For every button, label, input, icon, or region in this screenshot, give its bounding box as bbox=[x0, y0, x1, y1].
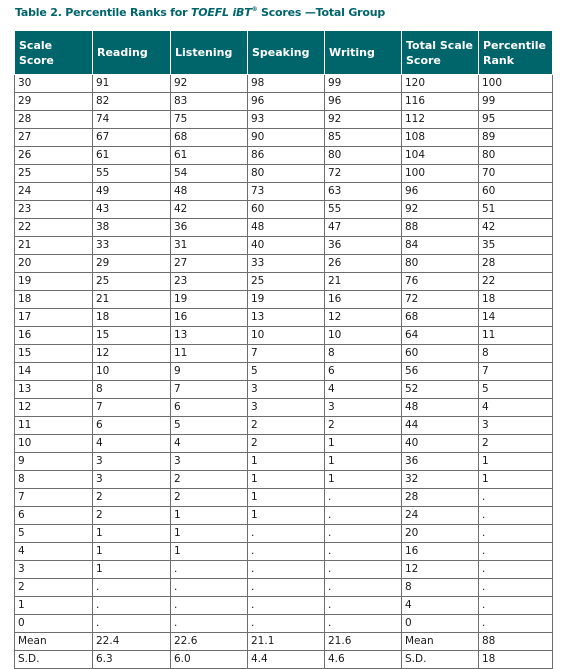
cell-writing: 2 bbox=[325, 417, 402, 435]
cell-scale-score: 1 bbox=[15, 597, 93, 615]
cell-writing: 85 bbox=[325, 129, 402, 147]
cell-percentile-rank: . bbox=[479, 507, 553, 525]
table-row bbox=[15, 453, 553, 471]
cell-writing: 99 bbox=[325, 75, 402, 93]
cell-listening: 92 bbox=[171, 75, 248, 93]
cell-listening: . bbox=[171, 597, 248, 615]
cell-speaking: 98 bbox=[248, 75, 325, 93]
cell-reading: 25 bbox=[93, 273, 171, 291]
cell-scale-score: 28 bbox=[15, 111, 93, 129]
cell-reading: 8 bbox=[93, 381, 171, 399]
cell-reading: 82 bbox=[93, 93, 171, 111]
cell-writing: 1 bbox=[325, 453, 402, 471]
cell-reading: 2 bbox=[93, 489, 171, 507]
cell-percentile-rank: . bbox=[479, 525, 553, 543]
cell-percentile-rank: 22 bbox=[479, 273, 553, 291]
cell-writing: 36 bbox=[325, 237, 402, 255]
cell-writing: 4 bbox=[325, 381, 402, 399]
cell-listening: 36 bbox=[171, 219, 248, 237]
cell-scale-score: 21 bbox=[15, 237, 93, 255]
cell-listening: 2 bbox=[171, 471, 248, 489]
cell-percentile-rank: 35 bbox=[479, 237, 553, 255]
table-row bbox=[15, 579, 553, 597]
cell-speaking: . bbox=[248, 561, 325, 579]
cell-speaking: . bbox=[248, 597, 325, 615]
table-row bbox=[15, 201, 553, 219]
cell-speaking: 13 bbox=[248, 309, 325, 327]
column-header-writing: Writing bbox=[325, 31, 402, 75]
cell-scale-score: 20 bbox=[15, 255, 93, 273]
cell-reading: 1 bbox=[93, 561, 171, 579]
cell-listening: 23 bbox=[171, 273, 248, 291]
cell-scale-score: 24 bbox=[15, 183, 93, 201]
cell-total-scale-score: 64 bbox=[402, 327, 479, 345]
cell-total-scale-score: S.D. bbox=[402, 651, 479, 669]
cell-total-scale-score: 112 bbox=[402, 111, 479, 129]
cell-scale-score: 30 bbox=[15, 75, 93, 93]
cell-scale-score: 17 bbox=[15, 309, 93, 327]
cell-total-scale-score: 24 bbox=[402, 507, 479, 525]
column-header-listening: Listening bbox=[171, 31, 248, 75]
table-row bbox=[15, 615, 553, 633]
cell-total-scale-score: 52 bbox=[402, 381, 479, 399]
cell-listening: 83 bbox=[171, 93, 248, 111]
cell-scale-score: 4 bbox=[15, 543, 93, 561]
cell-percentile-rank: 8 bbox=[479, 345, 553, 363]
cell-reading: 61 bbox=[93, 147, 171, 165]
cell-listening: 42 bbox=[171, 201, 248, 219]
cell-scale-score: 3 bbox=[15, 561, 93, 579]
table-row bbox=[15, 219, 553, 237]
cell-percentile-rank: 14 bbox=[479, 309, 553, 327]
cell-total-scale-score: 20 bbox=[402, 525, 479, 543]
cell-speaking: . bbox=[248, 579, 325, 597]
cell-listening: 68 bbox=[171, 129, 248, 147]
cell-listening: 22.6 bbox=[171, 633, 248, 651]
cell-writing: . bbox=[325, 615, 402, 633]
cell-listening: . bbox=[171, 615, 248, 633]
cell-reading: 2 bbox=[93, 507, 171, 525]
cell-scale-score: 15 bbox=[15, 345, 93, 363]
cell-scale-score: 16 bbox=[15, 327, 93, 345]
table-row bbox=[15, 651, 553, 669]
cell-listening: 61 bbox=[171, 147, 248, 165]
table-body bbox=[15, 75, 553, 669]
cell-writing: . bbox=[325, 489, 402, 507]
cell-scale-score: 27 bbox=[15, 129, 93, 147]
table-row bbox=[15, 507, 553, 525]
cell-total-scale-score: Mean bbox=[402, 633, 479, 651]
caption-suffix: Scores —Total Group bbox=[257, 6, 386, 19]
cell-speaking: 3 bbox=[248, 399, 325, 417]
cell-percentile-rank: 42 bbox=[479, 219, 553, 237]
cell-reading: 38 bbox=[93, 219, 171, 237]
cell-reading: 21 bbox=[93, 291, 171, 309]
cell-reading: 18 bbox=[93, 309, 171, 327]
cell-listening: 6 bbox=[171, 399, 248, 417]
cell-percentile-rank: 4 bbox=[479, 399, 553, 417]
cell-speaking: 2 bbox=[248, 417, 325, 435]
cell-speaking: . bbox=[248, 525, 325, 543]
cell-total-scale-score: 8 bbox=[402, 579, 479, 597]
cell-percentile-rank: 89 bbox=[479, 129, 553, 147]
table-row bbox=[15, 273, 553, 291]
cell-listening: 13 bbox=[171, 327, 248, 345]
cell-reading: 15 bbox=[93, 327, 171, 345]
table-row bbox=[15, 597, 553, 615]
table-row bbox=[15, 93, 553, 111]
percentile-table bbox=[14, 30, 553, 669]
column-header-scale-score: Scale Score bbox=[15, 31, 93, 75]
table-row bbox=[15, 327, 553, 345]
cell-percentile-rank: 18 bbox=[479, 291, 553, 309]
cell-reading: 12 bbox=[93, 345, 171, 363]
cell-percentile-rank: 28 bbox=[479, 255, 553, 273]
cell-total-scale-score: 16 bbox=[402, 543, 479, 561]
caption-test-name: TOEFL iBT bbox=[190, 6, 252, 19]
cell-reading: . bbox=[93, 579, 171, 597]
cell-writing: 72 bbox=[325, 165, 402, 183]
cell-writing: . bbox=[325, 561, 402, 579]
table-row bbox=[15, 237, 553, 255]
cell-speaking: 60 bbox=[248, 201, 325, 219]
table-header bbox=[15, 31, 553, 75]
cell-listening: 19 bbox=[171, 291, 248, 309]
cell-writing: 4.6 bbox=[325, 651, 402, 669]
cell-percentile-rank: 1 bbox=[479, 453, 553, 471]
cell-listening: 6.0 bbox=[171, 651, 248, 669]
cell-writing: 21.6 bbox=[325, 633, 402, 651]
cell-writing: 3 bbox=[325, 399, 402, 417]
cell-writing: 47 bbox=[325, 219, 402, 237]
cell-percentile-rank: 95 bbox=[479, 111, 553, 129]
table-row bbox=[15, 183, 553, 201]
cell-reading: 10 bbox=[93, 363, 171, 381]
cell-speaking: 10 bbox=[248, 327, 325, 345]
cell-listening: 7 bbox=[171, 381, 248, 399]
cell-percentile-rank: 18 bbox=[479, 651, 553, 669]
registered-mark: ® bbox=[251, 6, 258, 13]
cell-speaking: 1 bbox=[248, 489, 325, 507]
cell-scale-score: 8 bbox=[15, 471, 93, 489]
cell-reading: 7 bbox=[93, 399, 171, 417]
cell-total-scale-score: 56 bbox=[402, 363, 479, 381]
cell-listening: 5 bbox=[171, 417, 248, 435]
cell-reading: 3 bbox=[93, 453, 171, 471]
cell-total-scale-score: 88 bbox=[402, 219, 479, 237]
table-row bbox=[15, 633, 553, 651]
table-row bbox=[15, 435, 553, 453]
cell-writing: 1 bbox=[325, 435, 402, 453]
cell-total-scale-score: 100 bbox=[402, 165, 479, 183]
cell-speaking: 21.1 bbox=[248, 633, 325, 651]
cell-scale-score: 7 bbox=[15, 489, 93, 507]
table-row bbox=[15, 147, 553, 165]
cell-speaking: 3 bbox=[248, 381, 325, 399]
table-row bbox=[15, 165, 553, 183]
cell-writing: 16 bbox=[325, 291, 402, 309]
cell-scale-score: 14 bbox=[15, 363, 93, 381]
cell-reading: 6 bbox=[93, 417, 171, 435]
cell-reading: . bbox=[93, 597, 171, 615]
column-header-speaking: Speaking bbox=[248, 31, 325, 75]
cell-writing: . bbox=[325, 543, 402, 561]
cell-listening: 54 bbox=[171, 165, 248, 183]
cell-reading: 74 bbox=[93, 111, 171, 129]
cell-scale-score: 5 bbox=[15, 525, 93, 543]
cell-speaking: 1 bbox=[248, 453, 325, 471]
cell-speaking: 4.4 bbox=[248, 651, 325, 669]
table-row bbox=[15, 399, 553, 417]
cell-total-scale-score: 44 bbox=[402, 417, 479, 435]
cell-scale-score: 25 bbox=[15, 165, 93, 183]
cell-speaking: 73 bbox=[248, 183, 325, 201]
cell-scale-score: S.D. bbox=[15, 651, 93, 669]
cell-listening: 2 bbox=[171, 489, 248, 507]
cell-percentile-rank: 60 bbox=[479, 183, 553, 201]
cell-reading: 22.4 bbox=[93, 633, 171, 651]
cell-scale-score: 13 bbox=[15, 381, 93, 399]
table-row bbox=[15, 111, 553, 129]
cell-scale-score: 23 bbox=[15, 201, 93, 219]
cell-writing: . bbox=[325, 579, 402, 597]
cell-percentile-rank: 88 bbox=[479, 633, 553, 651]
cell-writing: 1 bbox=[325, 471, 402, 489]
cell-speaking: 80 bbox=[248, 165, 325, 183]
table-caption bbox=[15, 6, 385, 19]
cell-scale-score: 10 bbox=[15, 435, 93, 453]
table-row bbox=[15, 417, 553, 435]
cell-total-scale-score: 108 bbox=[402, 129, 479, 147]
cell-total-scale-score: 0 bbox=[402, 615, 479, 633]
cell-total-scale-score: 92 bbox=[402, 201, 479, 219]
cell-listening: 4 bbox=[171, 435, 248, 453]
table-row bbox=[15, 471, 553, 489]
table-row bbox=[15, 309, 553, 327]
cell-listening: . bbox=[171, 561, 248, 579]
cell-speaking: 5 bbox=[248, 363, 325, 381]
cell-scale-score: 9 bbox=[15, 453, 93, 471]
cell-reading: 49 bbox=[93, 183, 171, 201]
cell-speaking: 25 bbox=[248, 273, 325, 291]
cell-total-scale-score: 68 bbox=[402, 309, 479, 327]
cell-writing: 8 bbox=[325, 345, 402, 363]
cell-total-scale-score: 36 bbox=[402, 453, 479, 471]
caption-prefix: Table 2. Percentile Ranks for bbox=[15, 6, 191, 19]
cell-speaking: 1 bbox=[248, 471, 325, 489]
cell-writing: . bbox=[325, 597, 402, 615]
cell-scale-score: 26 bbox=[15, 147, 93, 165]
cell-writing: . bbox=[325, 525, 402, 543]
cell-reading: 43 bbox=[93, 201, 171, 219]
cell-writing: 21 bbox=[325, 273, 402, 291]
cell-total-scale-score: 104 bbox=[402, 147, 479, 165]
cell-writing: 80 bbox=[325, 147, 402, 165]
cell-percentile-rank: . bbox=[479, 489, 553, 507]
cell-percentile-rank: . bbox=[479, 543, 553, 561]
cell-speaking: 93 bbox=[248, 111, 325, 129]
cell-listening: 16 bbox=[171, 309, 248, 327]
table-row bbox=[15, 129, 553, 147]
cell-percentile-rank: 11 bbox=[479, 327, 553, 345]
cell-scale-score: 2 bbox=[15, 579, 93, 597]
header-row bbox=[15, 31, 553, 75]
cell-scale-score: 19 bbox=[15, 273, 93, 291]
cell-listening: 31 bbox=[171, 237, 248, 255]
cell-total-scale-score: 76 bbox=[402, 273, 479, 291]
cell-writing: 26 bbox=[325, 255, 402, 273]
cell-reading: 3 bbox=[93, 471, 171, 489]
table-row bbox=[15, 345, 553, 363]
cell-percentile-rank: 99 bbox=[479, 93, 553, 111]
cell-total-scale-score: 4 bbox=[402, 597, 479, 615]
cell-scale-score: 22 bbox=[15, 219, 93, 237]
cell-listening: 75 bbox=[171, 111, 248, 129]
cell-writing: 6 bbox=[325, 363, 402, 381]
cell-total-scale-score: 120 bbox=[402, 75, 479, 93]
cell-listening: 11 bbox=[171, 345, 248, 363]
cell-speaking: 40 bbox=[248, 237, 325, 255]
cell-listening: 48 bbox=[171, 183, 248, 201]
table-row bbox=[15, 525, 553, 543]
cell-total-scale-score: 40 bbox=[402, 435, 479, 453]
cell-scale-score: 11 bbox=[15, 417, 93, 435]
cell-percentile-rank: 7 bbox=[479, 363, 553, 381]
cell-percentile-rank: 80 bbox=[479, 147, 553, 165]
cell-speaking: . bbox=[248, 615, 325, 633]
cell-listening: 27 bbox=[171, 255, 248, 273]
cell-listening: 1 bbox=[171, 543, 248, 561]
cell-percentile-rank: 70 bbox=[479, 165, 553, 183]
cell-reading: 33 bbox=[93, 237, 171, 255]
cell-percentile-rank: 5 bbox=[479, 381, 553, 399]
cell-total-scale-score: 28 bbox=[402, 489, 479, 507]
cell-total-scale-score: 12 bbox=[402, 561, 479, 579]
table-row bbox=[15, 543, 553, 561]
cell-reading: 1 bbox=[93, 525, 171, 543]
cell-writing: 96 bbox=[325, 93, 402, 111]
cell-percentile-rank: 2 bbox=[479, 435, 553, 453]
cell-writing: . bbox=[325, 507, 402, 525]
cell-total-scale-score: 60 bbox=[402, 345, 479, 363]
cell-percentile-rank: 3 bbox=[479, 417, 553, 435]
cell-writing: 55 bbox=[325, 201, 402, 219]
cell-reading: 67 bbox=[93, 129, 171, 147]
table-row bbox=[15, 291, 553, 309]
cell-total-scale-score: 32 bbox=[402, 471, 479, 489]
cell-writing: 10 bbox=[325, 327, 402, 345]
cell-reading: 6.3 bbox=[93, 651, 171, 669]
cell-reading: 91 bbox=[93, 75, 171, 93]
cell-scale-score: Mean bbox=[15, 633, 93, 651]
cell-percentile-rank: 1 bbox=[479, 471, 553, 489]
cell-percentile-rank: 100 bbox=[479, 75, 553, 93]
cell-writing: 92 bbox=[325, 111, 402, 129]
table-row bbox=[15, 75, 553, 93]
cell-speaking: 1 bbox=[248, 507, 325, 525]
cell-speaking: 90 bbox=[248, 129, 325, 147]
cell-writing: 63 bbox=[325, 183, 402, 201]
cell-speaking: 48 bbox=[248, 219, 325, 237]
cell-percentile-rank: 51 bbox=[479, 201, 553, 219]
cell-scale-score: 12 bbox=[15, 399, 93, 417]
cell-speaking: 96 bbox=[248, 93, 325, 111]
column-header-total-scale-score: Total Scale Score bbox=[402, 31, 479, 75]
cell-percentile-rank: . bbox=[479, 561, 553, 579]
cell-listening: 1 bbox=[171, 525, 248, 543]
cell-listening: 3 bbox=[171, 453, 248, 471]
cell-speaking: 7 bbox=[248, 345, 325, 363]
cell-speaking: . bbox=[248, 543, 325, 561]
cell-scale-score: 0 bbox=[15, 615, 93, 633]
table-row bbox=[15, 255, 553, 273]
cell-total-scale-score: 84 bbox=[402, 237, 479, 255]
cell-reading: 55 bbox=[93, 165, 171, 183]
cell-reading: . bbox=[93, 615, 171, 633]
table-row bbox=[15, 489, 553, 507]
cell-total-scale-score: 80 bbox=[402, 255, 479, 273]
cell-total-scale-score: 116 bbox=[402, 93, 479, 111]
cell-listening: 1 bbox=[171, 507, 248, 525]
cell-speaking: 33 bbox=[248, 255, 325, 273]
cell-percentile-rank: . bbox=[479, 579, 553, 597]
cell-speaking: 86 bbox=[248, 147, 325, 165]
cell-listening: . bbox=[171, 579, 248, 597]
cell-speaking: 19 bbox=[248, 291, 325, 309]
table-row bbox=[15, 381, 553, 399]
table-row bbox=[15, 363, 553, 381]
cell-total-scale-score: 48 bbox=[402, 399, 479, 417]
cell-writing: 12 bbox=[325, 309, 402, 327]
cell-total-scale-score: 96 bbox=[402, 183, 479, 201]
cell-scale-score: 18 bbox=[15, 291, 93, 309]
cell-total-scale-score: 72 bbox=[402, 291, 479, 309]
cell-reading: 4 bbox=[93, 435, 171, 453]
cell-percentile-rank: . bbox=[479, 615, 553, 633]
cell-reading: 1 bbox=[93, 543, 171, 561]
cell-scale-score: 6 bbox=[15, 507, 93, 525]
cell-reading: 29 bbox=[93, 255, 171, 273]
cell-speaking: 2 bbox=[248, 435, 325, 453]
cell-percentile-rank: . bbox=[479, 597, 553, 615]
column-header-percentile-rank: Percentile Rank bbox=[479, 31, 553, 75]
cell-listening: 9 bbox=[171, 363, 248, 381]
cell-scale-score: 29 bbox=[15, 93, 93, 111]
table-row bbox=[15, 561, 553, 579]
column-header-reading: Reading bbox=[93, 31, 171, 75]
